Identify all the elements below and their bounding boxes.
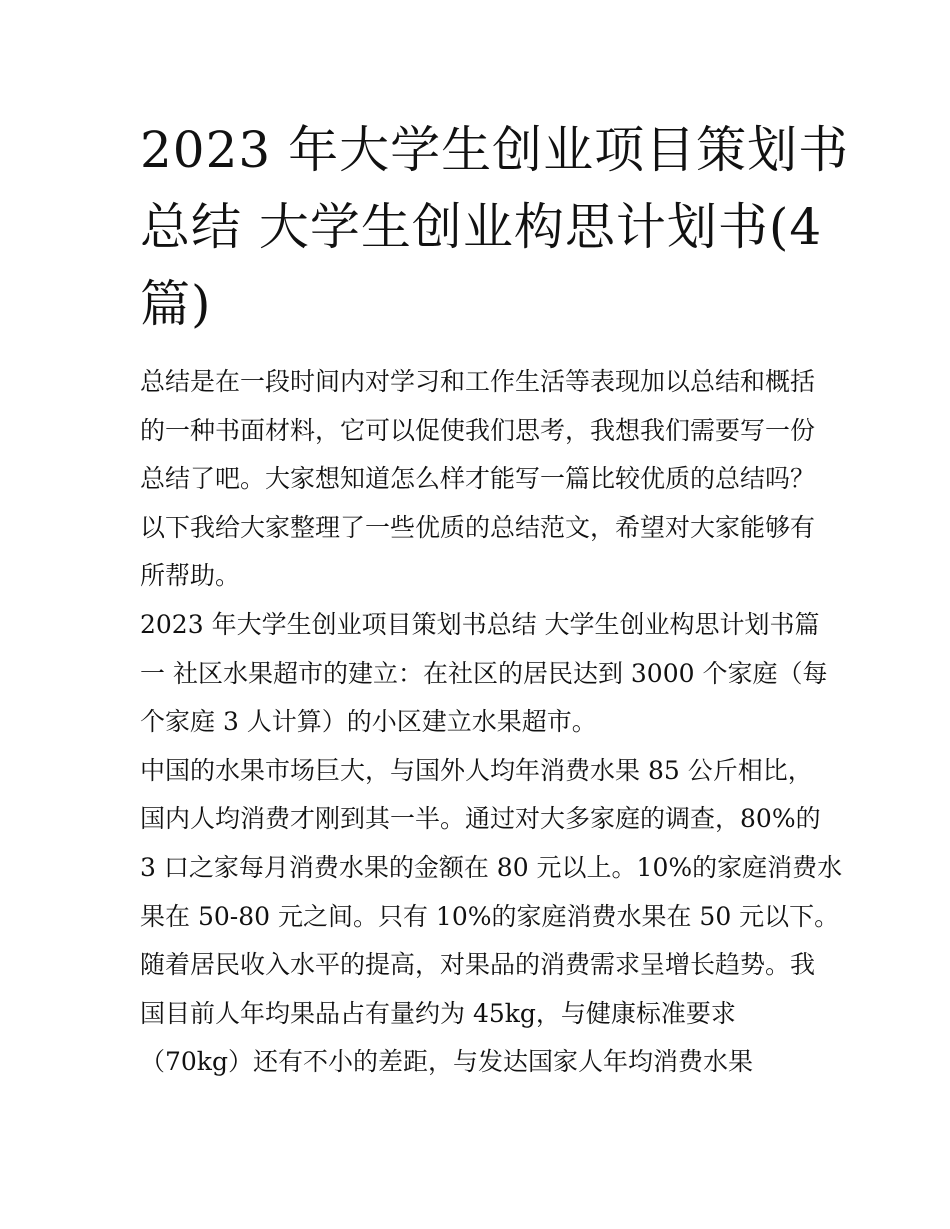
body-line: 的一种书面材料，它可以促使我们思考，我想我们需要写一份 [140, 415, 816, 445]
document-body [140, 358, 843, 1087]
body-line: 以下我给大家整理了一些优质的总结范文，希望对大家能够有 [140, 512, 816, 542]
body-line: 2023 年大学生创业项目策划书总结 大学生创业构思计划书篇 [140, 609, 820, 639]
title-line-2: 总结 大学生创业构思计划书(4 [140, 198, 823, 256]
body-line: 总结了吧。大家想知道怎么样才能写一篇比较优质的总结吗？ [140, 464, 816, 494]
body-line: （70kg）还有不小的差距，与发达国家人年均消费水果 [140, 1047, 753, 1077]
body-line: 所帮助。 [140, 561, 241, 591]
document-title [140, 112, 850, 343]
body-line: 总结是在一段时间内对学习和工作生活等表现加以总结和概括 [140, 367, 816, 396]
body-line: 果在 50-80 元之间。只有 10%的家庭消费水果在 50 元以下。 [140, 901, 840, 931]
body-line: 国内人均消费才刚到其一半。通过对大多家庭的调查，80%的 [140, 804, 821, 834]
body-line: 中国的水果市场巨大，与国外人均年消费水果 85 公斤相比， [140, 755, 813, 785]
body-line: 个家庭 3 人计算）的小区建立水果超市。 [140, 707, 597, 737]
title-line-1: 2023 年大学生创业项目策划书 [140, 121, 850, 179]
title-line-3: 篇) [140, 275, 212, 333]
body-line: 国目前人年均果品占有量约为 45kg，与健康标准要求 [140, 998, 736, 1028]
body-line: 3 口之家每月消费水果的金额在 80 元以上。10%的家庭消费水 [140, 852, 843, 882]
body-line: 一 社区水果超市的建立：在社区的居民达到 3000 个家庭（每 [140, 658, 828, 688]
body-line: 随着居民收入水平的提高，对果品的消费需求呈增长趋势。我 [140, 950, 816, 980]
